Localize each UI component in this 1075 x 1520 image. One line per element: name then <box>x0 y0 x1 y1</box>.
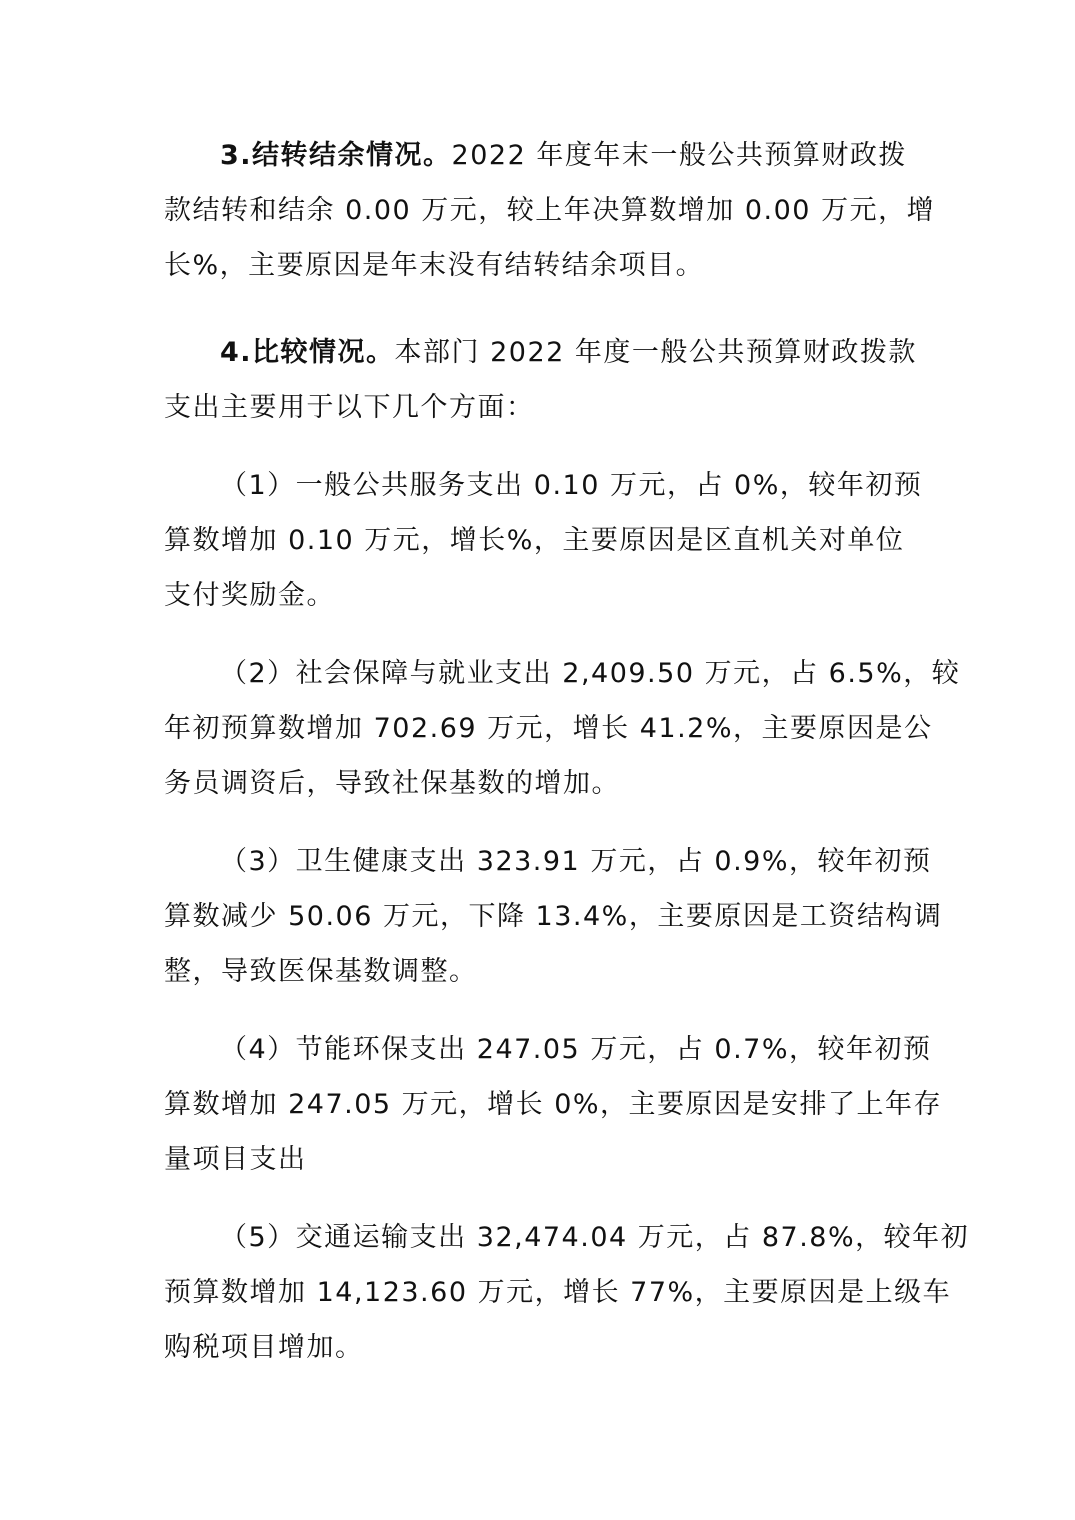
paragraph-line <box>164 325 917 380</box>
paragraph-line <box>164 128 909 183</box>
paragraph-item-5 <box>164 1210 970 1375</box>
paragraph-carryover-balance <box>164 128 936 293</box>
paragraph-line: 预算数增加 14,123.60 万元，增长 77%，主要原因是上级车 <box>164 1277 952 1308</box>
paragraph-comparison <box>164 325 917 435</box>
paragraph-line: （1）一般公共服务支出 0.10 万元，占 0%，较年初预 <box>220 470 923 501</box>
paragraph-item-4 <box>164 1022 943 1187</box>
paragraph-line: （4）节能环保支出 247.05 万元，占 0.7%，较年初预 <box>220 1034 932 1065</box>
paragraph-item-1 <box>164 458 923 623</box>
line-text: 本部门 2022 年度一般公共预算财政拨款 <box>394 337 917 368</box>
paragraph-line: 算数增加 247.05 万元，增长 0%，主要原因是安排了上年存 <box>164 1089 943 1120</box>
paragraph-line: 支付奖励金。 <box>164 580 335 611</box>
paragraph-line: 算数增加 0.10 万元，增长%，主要原因是区直机关对单位 <box>164 525 905 556</box>
paragraph-line: 支出主要用于以下几个方面： <box>164 392 535 423</box>
paragraph-line: 整，导致医保基数调整。 <box>164 956 478 987</box>
paragraph-line: 长%，主要原因是年末没有结转结余项目。 <box>164 250 705 281</box>
paragraph-line: （5）交通运输支出 32,474.04 万元，占 87.8%，较年初 <box>220 1222 970 1253</box>
section-heading: 3.结转结余情况。 <box>220 140 452 171</box>
paragraph-line: （2）社会保障与就业支出 2,409.50 万元，占 6.5%，较 <box>220 658 961 689</box>
line-text: 2022 年度年末一般公共预算财政拨 <box>451 140 907 171</box>
section-heading: 4.比较情况。 <box>220 337 395 368</box>
paragraph-line: 购税项目增加。 <box>164 1332 364 1363</box>
paragraph-item-2 <box>164 646 961 811</box>
paragraph-line: （3）卫生健康支出 323.91 万元，占 0.9%，较年初预 <box>220 846 932 877</box>
paragraph-line: 年初预算数增加 702.69 万元，增长 41.2%，主要原因是公 <box>164 713 933 744</box>
paragraph-line: 量项目支出 <box>164 1144 307 1175</box>
paragraph-line: 款结转和结余 0.00 万元，较上年决算数增加 0.00 万元，增 <box>164 195 936 226</box>
paragraph-item-3 <box>164 834 943 999</box>
paragraph-line: 务员调资后，导致社保基数的增加。 <box>164 768 620 799</box>
paragraph-line: 算数减少 50.06 万元，下降 13.4%，主要原因是工资结构调 <box>164 901 943 932</box>
